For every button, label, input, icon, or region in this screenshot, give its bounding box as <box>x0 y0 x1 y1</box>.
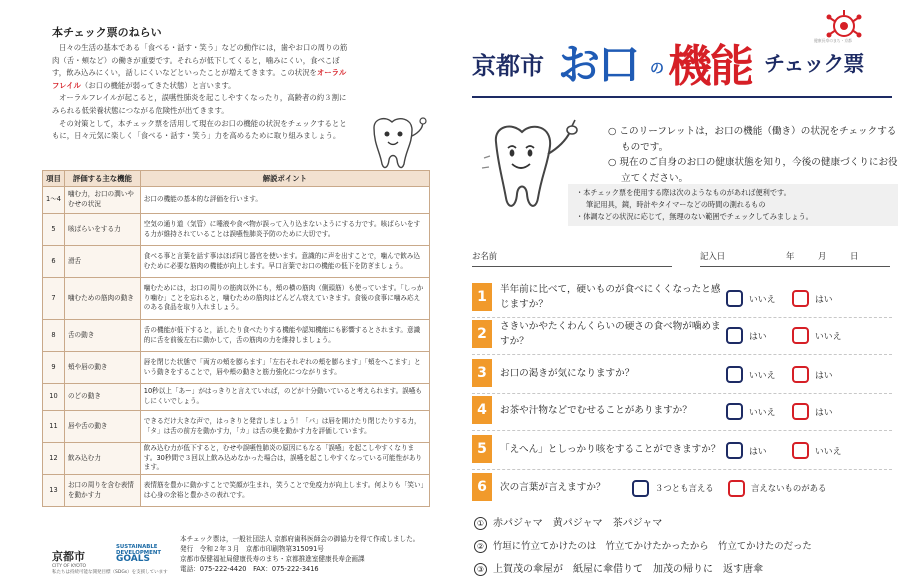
question-text: お茶や汁物などでむせることがありますか？ <box>500 404 692 416</box>
question-divider <box>472 469 892 470</box>
title-no: の <box>650 61 664 77</box>
kyoto-city-logo: 京都市 <box>52 550 85 563</box>
row-function: のどの動き <box>64 384 140 411</box>
intro-section <box>42 18 432 170</box>
question-3 <box>472 358 892 390</box>
month-label: 月 <box>818 251 827 261</box>
question-text: 半年前に比べて，硬いものが食べにくくなったと感じますか？ <box>500 284 721 310</box>
twister-text: 上賀茂の傘屋が 紙屋に傘借りて 加茂の帰りに 返す唐傘 <box>493 564 763 575</box>
sdgs-logo <box>116 544 168 562</box>
checkbox[interactable] <box>792 327 809 344</box>
answer-option-1[interactable] <box>726 325 767 345</box>
header-points: 解説ポイント <box>140 171 429 187</box>
health-longevity-mark-text: 健康長寿のまち・京都 <box>814 38 852 43</box>
question-text: 「えへん」としっかり咳をすることができますか？ <box>500 443 721 455</box>
year-label: 年 <box>786 251 795 261</box>
row-point: 飲み込む力が低下すると，むせや誤嚥性肺炎の原因にもなる「誤嚥」を起こしやすくなります。30秒間で３回以上飲み込めなかった場合は，誤嚥を起こしやすくなっている可能性があります。 <box>140 443 429 475</box>
twister-mark: ② <box>474 540 487 553</box>
twister-text: 赤パジャマ 黄パジャマ 茶パジャマ <box>493 518 663 529</box>
publication-info <box>180 534 430 574</box>
row-num: 9 <box>43 352 65 384</box>
option-label: いいえ <box>749 370 776 381</box>
question-number: 6 <box>472 473 492 501</box>
preparation-box <box>568 184 898 226</box>
question-divider <box>472 317 892 318</box>
intro-text <box>52 42 352 143</box>
option-label: いいえ <box>815 331 842 342</box>
question-number: 4 <box>472 396 492 424</box>
question-divider <box>472 354 892 355</box>
sdgs-goals: GOALS <box>116 554 150 564</box>
tongue-twister-1 <box>474 512 894 535</box>
option-label: 言えないものがある <box>751 483 827 493</box>
checkbox[interactable] <box>726 403 743 420</box>
row-num: 1～4 <box>43 187 65 214</box>
question-divider <box>472 393 892 394</box>
header-function: 評価する主な機能 <box>64 171 140 187</box>
prep-line-2: 筆記用具，鏡，時計やタイマーなどの時間の測れるもの <box>586 200 766 209</box>
row-function: 頬や唇の動き <box>64 352 140 384</box>
table-row <box>43 411 430 443</box>
answer-option-2[interactable] <box>792 325 841 345</box>
question-5 <box>472 434 892 466</box>
checkbox[interactable] <box>792 442 809 459</box>
answer-option-all[interactable] <box>632 478 714 498</box>
date-label: 記入日 <box>700 251 726 261</box>
oral-frail-highlight: オーラルフレイル <box>52 68 347 90</box>
row-num: 10 <box>43 384 65 411</box>
tongue-twister-3 <box>474 558 894 581</box>
intro-p1-a: 日々の生活の基本である「食べる・話す・笑う」などの動作には，歯やお口の周りの筋肉（舌・頬など）の働きが重要です。それらが低下してくると，噛みにくい，食べこぼす，飲み込みにくい，話しにくいなどといったことが増えてきます。この状況を <box>52 43 348 78</box>
table-row <box>43 246 430 278</box>
checkbox[interactable] <box>792 290 809 307</box>
sdgs-line-2: DEVELOPMENT <box>116 550 162 556</box>
name-field[interactable] <box>472 266 672 267</box>
checkbox[interactable] <box>726 290 743 307</box>
row-point: お口の機能の基本的な評価を行います。 <box>140 187 429 214</box>
sdgs-line-1: SUSTAINABLE <box>116 544 158 550</box>
answer-option-2[interactable] <box>792 364 833 384</box>
kyoto-city-logo-sub: CITY OF KYOTO <box>52 564 87 569</box>
twister-mark: ③ <box>474 563 487 576</box>
option-label: いいえ <box>815 446 842 457</box>
option-label: はい <box>815 407 833 418</box>
row-point: 舌の機能が低下すると，話したり食べたりする機能や認知機能にも影響するとされます。意識的に舌を前後左右に動かして，舌の筋肉の力を維持しましょう。 <box>140 320 429 352</box>
cooperation-line: 本チェック票は，一般社団法人 京都府歯科医師会の御協力を得て作成しました。 <box>180 535 420 543</box>
table-row <box>43 214 430 246</box>
header-item: 項目 <box>43 171 65 187</box>
left-footer <box>42 534 432 578</box>
prep-line-3: ・体調などの状況に応じて，無理のない範囲でチェックしてみましょう。 <box>576 212 813 221</box>
date-field[interactable] <box>700 266 890 267</box>
checkbox[interactable] <box>726 366 743 383</box>
checkbox[interactable] <box>728 480 745 497</box>
checkbox[interactable] <box>792 366 809 383</box>
row-point: 噛むためには，お口の周りの筋肉以外にも，頬の横の筋肉（側頭筋）も使っています。「しっかり噛む」ことを忘れると，噛むための筋肉はどんどん衰えていきます。食後の食事に噛み応えのある食品を取り入れましょう。 <box>140 278 429 320</box>
row-function: 咳ばらいをする力 <box>64 214 140 246</box>
question-2 <box>472 319 892 351</box>
row-point: 食べる事と言葉を話す事はほぼ同じ器官を使います。意識的に声を出すことで，噛んで飲み込むために必要な筋肉の機能が向上します。早口言葉でお口の機能の低下を防ぎましょう。 <box>140 246 429 278</box>
intro-paragraph-2: オーラルフレイルが起こると，誤嚥性肺炎を起こしやすくなったり，高齢者の約３割にみられる低栄養状態につながる危険性が出てきます。 <box>52 93 347 115</box>
question-1 <box>472 282 892 314</box>
title-divider <box>472 96 892 98</box>
twister-mark: ① <box>474 517 487 530</box>
page-title <box>472 30 892 90</box>
checkbox[interactable] <box>792 403 809 420</box>
leaflet-notes <box>608 124 898 186</box>
option-label: はい <box>815 370 833 381</box>
table-row <box>43 187 430 214</box>
intro-title: 本チェック票のねらい <box>52 26 162 39</box>
option-label: はい <box>815 294 833 305</box>
row-function: 噛むための筋肉の動き <box>64 278 140 320</box>
question-number: 2 <box>472 320 492 348</box>
table-row <box>43 475 430 507</box>
left-panel <box>42 18 432 578</box>
tooth-mascot-small-icon <box>360 114 432 174</box>
question-divider <box>472 430 892 431</box>
issue-line: 発行 令和２年３月 京都市印刷物第315091号 <box>180 545 324 553</box>
row-function: 滑舌 <box>64 246 140 278</box>
option-label: はい <box>749 331 767 342</box>
table-row <box>43 278 430 320</box>
question-number: 5 <box>472 435 492 463</box>
row-function: お口の周りを含む表情を動かす力 <box>64 475 140 507</box>
option-label: いいえ <box>749 407 776 418</box>
question-number: 3 <box>472 359 492 387</box>
checkbox[interactable] <box>726 327 743 344</box>
title-kyoto: 京都市 <box>472 52 544 80</box>
evaluation-points-table <box>42 170 430 507</box>
right-panel <box>458 0 900 587</box>
row-point: できるだけ大きな声で，はっきりと発音しましょう！「パ」は唇を開けたり閉じたりする力，「タ」は舌の前方を動かす力，「カ」は舌の奥を動かす力を評価しています。 <box>140 411 429 443</box>
note-purpose: ○ このリーフレットは，お口の機能（働き）の状況をチェックするものです。 <box>608 126 897 153</box>
checkbox[interactable] <box>632 480 649 497</box>
row-num: 13 <box>43 475 65 507</box>
row-function: 舌の動き <box>64 320 140 352</box>
answer-option-2[interactable] <box>792 440 841 460</box>
row-function: 噛む力，お口の潤いやむせの状況 <box>64 187 140 214</box>
answer-option-some[interactable] <box>728 478 826 498</box>
table-row <box>43 352 430 384</box>
name-date-row <box>472 244 892 268</box>
row-function: 飲み込む力 <box>64 443 140 475</box>
table-header-row <box>43 171 430 187</box>
tongue-twisters <box>474 512 894 581</box>
row-point: 10秒以上「あー」がはっきりと言えていれば，のどが十分動いていると考えられます。誤嚥もしにくいでしょう。 <box>140 384 429 411</box>
sdgs-support-caption: 私たちは持続可能な開発目標（SDGs）を支援しています <box>52 570 168 575</box>
answer-option-2[interactable] <box>792 401 833 421</box>
tongue-twister-2 <box>474 535 894 558</box>
row-num: 5 <box>43 214 65 246</box>
table-row <box>43 320 430 352</box>
department-line: 京都市保健福祉局健康長寿のまち・京都推進室健康長寿企画課 <box>180 555 365 563</box>
title-oguchi: お口 <box>558 40 639 89</box>
note-usage: ○ 現在のご自身のお口の健康状態を知り，今後の健康づくりにお役立てください。 <box>608 157 898 184</box>
table-row <box>43 443 430 475</box>
row-num: 6 <box>43 246 65 278</box>
answer-option-1[interactable] <box>726 440 767 460</box>
name-label: お名前 <box>472 251 498 261</box>
title-kinou: 機能 <box>668 41 752 92</box>
answer-option-1[interactable] <box>726 288 775 308</box>
intro-p1-b: （お口の機能が弱ってきた状態）と言います。 <box>80 80 236 90</box>
option-label: ３つとも言える <box>655 483 714 493</box>
intro-paragraph-3: その対策として，本チェック票を活用して現在のお口の機能の状況をチェックするとともに，日々元気に楽しく「食べる・話す・笑う」力を高めるために取り組みましょう。 <box>52 118 347 141</box>
prep-line-1: ・本チェック票を使用する際は次のようなものがあれば便利です。 <box>576 188 791 197</box>
option-label: はい <box>749 446 767 457</box>
contact-line: 電話：075-222-4420 FAX：075-222-3416 <box>180 565 319 573</box>
twister-text: 竹垣に竹立てかけたのは 竹立てかけたかったから 竹立てかけたのだった <box>493 541 812 552</box>
row-point: 表情筋を豊かに動かすことで笑顔が生まれ，笑うことで免疫力が向上します。何よりも「笑い」は心身の余裕と豊かさの表れです。 <box>140 475 429 507</box>
question-6 <box>472 472 892 504</box>
checkbox[interactable] <box>726 442 743 459</box>
intro-paragraph-1 <box>52 42 352 92</box>
option-label: いいえ <box>749 294 776 305</box>
row-num: 7 <box>43 278 65 320</box>
row-num: 11 <box>43 411 65 443</box>
answer-option-2[interactable] <box>792 288 833 308</box>
day-label: 日 <box>850 251 859 261</box>
question-text: お口の渇きが気になりますか？ <box>500 367 635 379</box>
table-row <box>43 384 430 411</box>
row-num: 8 <box>43 320 65 352</box>
title-check: チェック票 <box>764 52 864 76</box>
question-4 <box>472 395 892 427</box>
row-point: 空気の通り道（気管）に唾液や食べ物が誤って入り込まないようにする力です。咳ばらいをする力が維持されていることは誤嚥性肺炎予防のために大切です。 <box>140 214 429 246</box>
answer-option-1[interactable] <box>726 364 775 384</box>
question-number: 1 <box>472 283 492 311</box>
row-function: 唇や舌の動き <box>64 411 140 443</box>
kyoto-city-logo-caption <box>52 564 168 575</box>
row-num: 12 <box>43 443 65 475</box>
question-text: さきいかやたくわんくらいの硬さの食べ物が噛めますか？ <box>500 321 721 347</box>
question-text: 次の言葉が言えますか？ <box>500 481 606 493</box>
row-point: 唇を閉じた状態で「両方の頬を膨らます」「左右それぞれの頬を膨らます」「頬をへこます」という動きをすることで，唇や頬の動きと筋力強化につながります。 <box>140 352 429 384</box>
answer-option-1[interactable] <box>726 401 775 421</box>
